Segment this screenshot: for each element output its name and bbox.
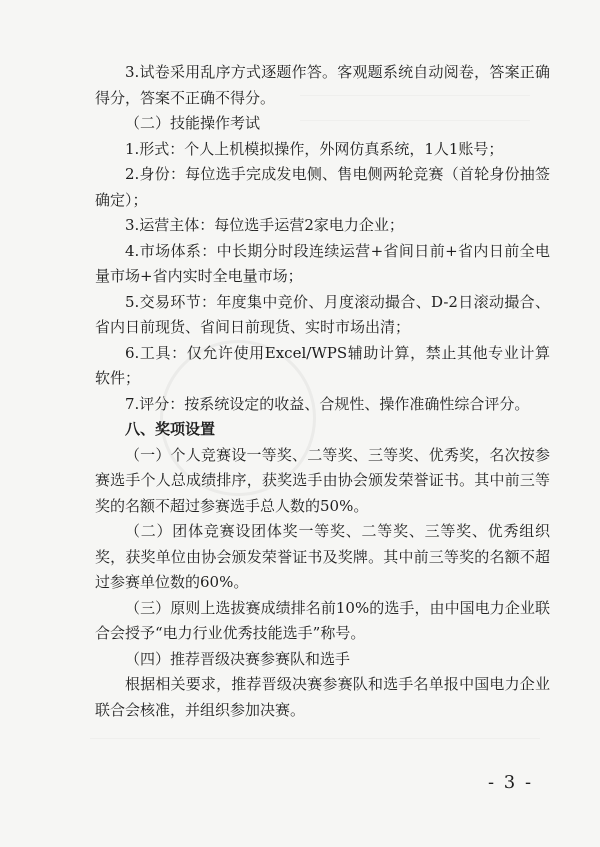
item-scoring: 7.评分：按系统设定的收益、合规性、操作准确性综合评分。: [125, 394, 530, 413]
item-trading-steps: 5.交易环节：年度集中竞价、月度滚动撮合、D-2日滚动撮合、省内日前现货、省间日前现货、实时市场出清；: [95, 292, 550, 336]
item-format: 1.形式：个人上机模拟操作，外网仿真系统，1人1账号；: [125, 139, 504, 158]
document-body: [95, 60, 550, 723]
item-market-system: 4.市场体系：中长期分时段连续运营+省间日前+省内日前全电量市场+省内实时全电量市场；: [95, 241, 550, 285]
paragraph-team-awards: （二）团体竞赛设团体奖一等奖、二等奖、三等奖、优秀组织奖，获奖单位由协会颁发荣誉证书及奖牌。其中前三等奖的名额不超过参赛单位数的60%。: [95, 522, 550, 591]
paragraph-recommend-final: 根据相关要求，推荐晋级决赛参赛队和选手名单报中国电力企业联合会核准，并组织参加决赛。: [95, 675, 550, 719]
item-role: 2.身份：每位选手完成发电侧、售电侧两轮竞赛（首轮身份抽签确定）；: [95, 165, 550, 209]
section-heading-awards: 八、奖项设置: [125, 420, 216, 438]
item-tools: 6.工具：仅允许使用Excel/WPS辅助计算，禁止其他专业计算软件；: [95, 343, 550, 387]
subheading-recommend-final: （四）推荐晋级决赛参赛队和选手: [125, 649, 351, 668]
paragraph-title-award: （三）原则上选拔赛成绩排名前10%的选手，由中国电力企业联合会授予“电力行业优秀技能选手”称号。: [95, 598, 550, 642]
item-operator: 3.运营主体：每位选手运营2家电力企业；: [125, 216, 404, 234]
page-number: - 3 -: [488, 772, 534, 793]
subheading-skill-exam: （二）技能操作考试: [125, 114, 261, 132]
paragraph-exam-order: 3.试卷采用乱序方式逐题作答。客观题系统自动阅卷，答案正确得分，答案不正确不得分。: [95, 63, 550, 107]
paragraph-individual-awards: （一）个人竞赛设一等奖、二等奖、三等奖、优秀奖，名次按参赛选手个人总成绩排序，获奖选手由协会颁发荣誉证书。其中前三等奖的名额不超过参赛选手总人数的50%。: [95, 445, 550, 515]
